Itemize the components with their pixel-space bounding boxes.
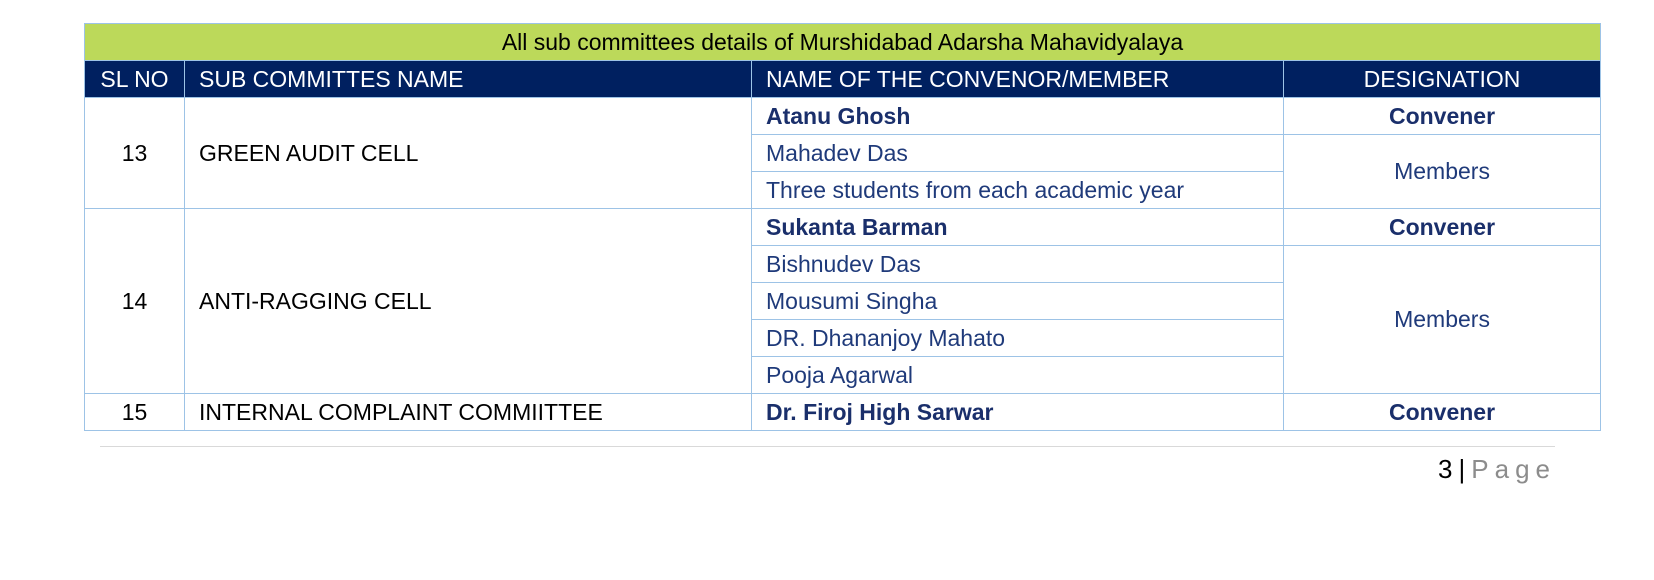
designation-members: Members (1284, 246, 1601, 394)
header-member-name: NAME OF THE CONVENOR/MEMBER (752, 61, 1284, 98)
table-title-row (85, 24, 1601, 61)
member-name: Pooja Agarwal (752, 357, 1284, 394)
sl-number: 13 (85, 98, 185, 209)
convener-name: Sukanta Barman (752, 209, 1284, 246)
table-row (85, 209, 1601, 246)
convener-name: Atanu Ghosh (752, 98, 1284, 135)
page-label: Page (1471, 454, 1556, 484)
designation-convener: Convener (1284, 209, 1601, 246)
committees-table (84, 23, 1601, 431)
table-row (85, 394, 1601, 431)
table-row (85, 98, 1601, 135)
header-sl-no: SL NO (85, 61, 185, 98)
designation-members: Members (1284, 135, 1601, 209)
footer-divider (100, 446, 1555, 447)
designation-convener: Convener (1284, 98, 1601, 135)
sl-number: 15 (85, 394, 185, 431)
table-title: All sub committees details of Murshidabad Adarsha Mahavidyalaya (85, 24, 1601, 61)
table-header-row (85, 61, 1601, 98)
convener-name: Dr. Firoj High Sarwar (752, 394, 1284, 431)
member-name: Three students from each academic year (752, 172, 1284, 209)
page-separator: | (1458, 454, 1466, 484)
page-number: 3 (1438, 454, 1453, 484)
header-committee-name: SUB COMMITTES NAME (185, 61, 752, 98)
member-name: Bishnudev Das (752, 246, 1284, 283)
committee-name: ANTI-RAGGING CELL (185, 209, 752, 394)
committee-name: GREEN AUDIT CELL (185, 98, 752, 209)
member-name: DR. Dhananjoy Mahato (752, 320, 1284, 357)
committee-name: INTERNAL COMPLAINT COMMIITTEE (185, 394, 752, 431)
member-name: Mousumi Singha (752, 283, 1284, 320)
header-designation: DESIGNATION (1284, 61, 1601, 98)
member-name: Mahadev Das (752, 135, 1284, 172)
designation-convener: Convener (1284, 394, 1601, 431)
page-number-footer (1438, 454, 1556, 485)
sl-number: 14 (85, 209, 185, 394)
